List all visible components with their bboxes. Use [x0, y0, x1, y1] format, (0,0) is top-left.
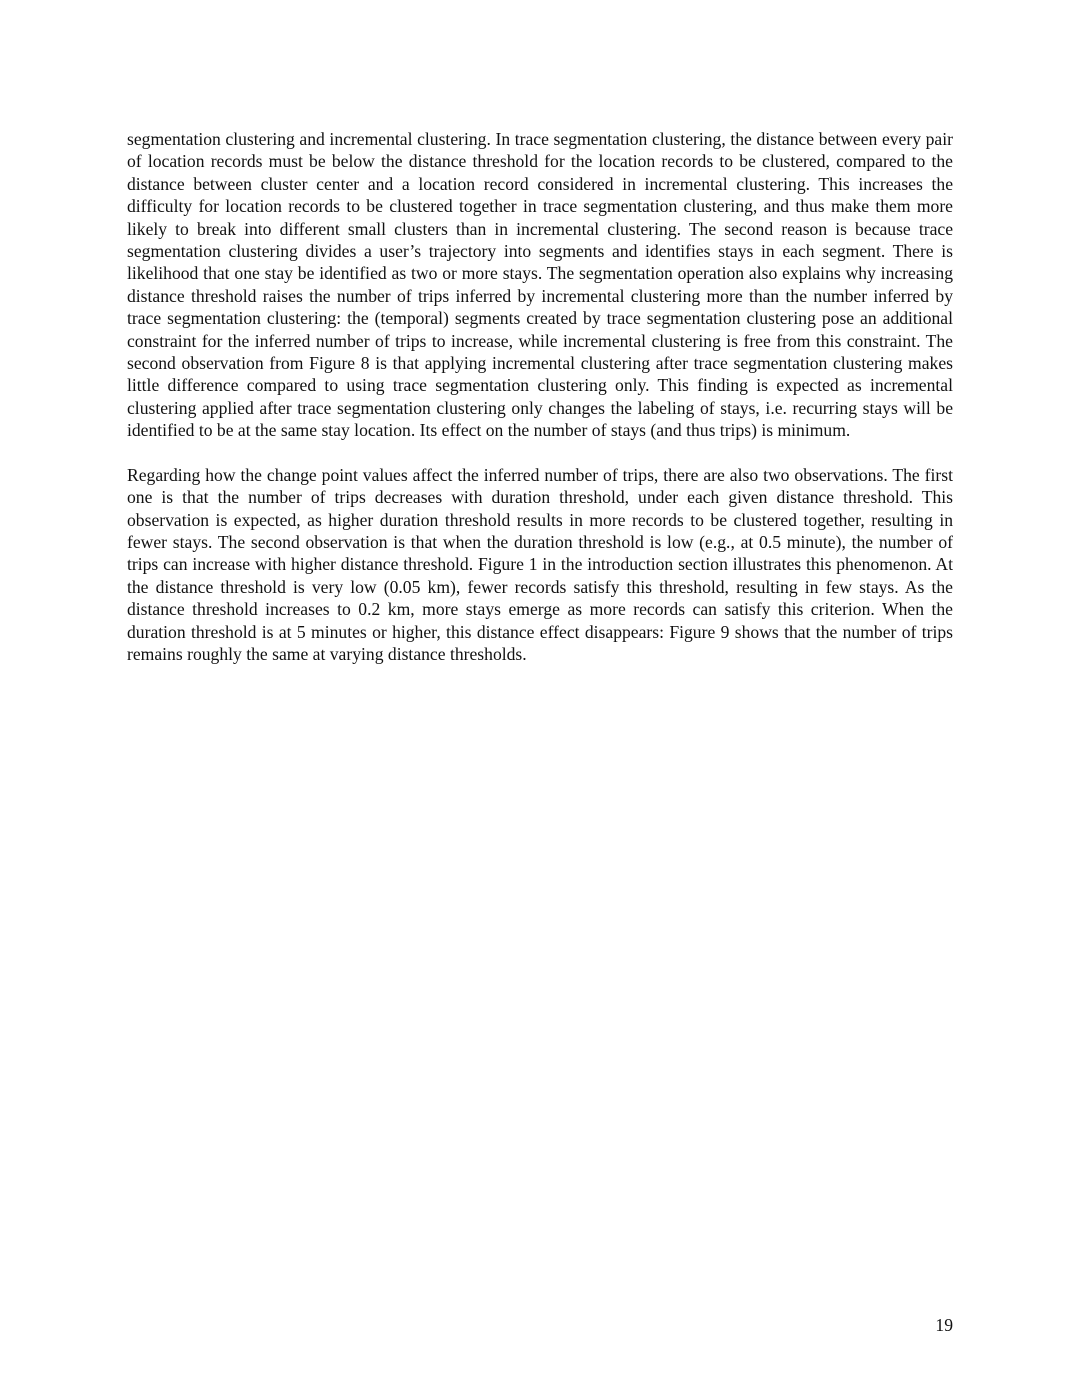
page-body [127, 128, 953, 665]
paragraph-2: Regarding how the change point values affect the inferred number of trips, there are also two observations. The first one is that the number of trips decreases with duration threshold, under each given distance threshold. This observation is expected, as higher duration threshold results in more records to be clustered together, resulting in fewer stays. The second observation is that when the duration threshold is low (e.g., at 0.5 minute), the number of trips can increase with higher distance threshold. Figure 1 in the introduction section illustrates this phenomenon. At the distance threshold is very low (0.05 km), fewer records satisfy this threshold, resulting in few stays. As the distance threshold increases to 0.2 km, more stays emerge as more records can satisfy this criterion. When the duration threshold is at 5 minutes or higher, this distance effect disappears: Figure 9 shows that the number of trips remains roughly the same at varying distance thresholds. [127, 464, 953, 664]
page-number: 19 [935, 1315, 953, 1335]
paragraph-1: segmentation clustering and incremental clustering. In trace segmentation clustering, the distance between every pair of location records must be below the distance threshold for the location records to be clustered, compared to the distance between cluster center and a location record considered in incremental clustering. This increases the difficulty for location records to be clustered together in trace segmentation clustering, and thus make them more likely to break into different small clusters than in incremental clustering. The second reason is because trace segmentation clustering divides a user’s trajectory into segments and identifies stays in each segment. There is likelihood that one stay be identified as two or more stays. The segmentation operation also explains why increasing distance threshold raises the number of trips inferred by incremental clustering more than the number inferred by trace segmentation clustering: the (temporal) segments created by trace segmentation clustering pose an additional constraint for the inferred number of trips to increase, while incremental clustering is free from this constraint. The second observation from Figure 8 is that applying incremental clustering after trace segmentation clustering makes little difference compared to using trace segmentation clustering only. This finding is expected as incremental clustering applied after trace segmentation clustering only changes the labeling of stays, i.e. recurring stays will be identified to be at the same stay location. Its effect on the number of stays (and thus trips) is minimum. [127, 129, 953, 441]
